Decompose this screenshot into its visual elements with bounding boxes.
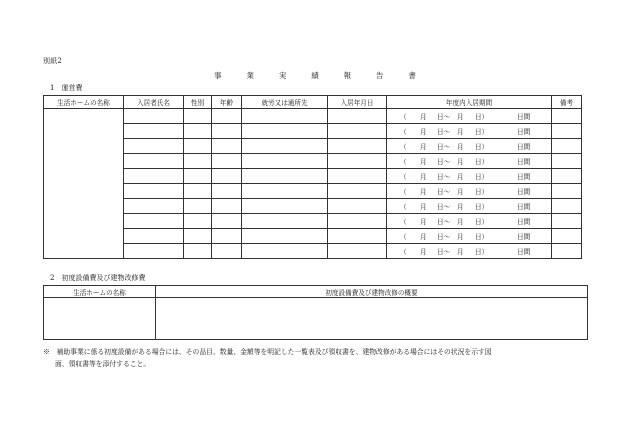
gender-cell[interactable] <box>184 109 212 124</box>
table-row <box>44 124 582 139</box>
resident-name-cell[interactable] <box>124 109 184 124</box>
footnote-line: ※ 補助事業に係る初度設備がある場合には、その品目、数量、金額等を明記した一覧表及び領収書を、建物改修がある場合にはその状況を示す図 <box>43 348 492 356</box>
remarks-cell[interactable] <box>552 229 582 244</box>
title-char: 事 <box>214 71 222 80</box>
period-day2: 日） <box>475 128 489 136</box>
move-in-date-cell[interactable] <box>328 124 387 139</box>
col-age: 年齢 <box>212 96 242 109</box>
resident-name-cell[interactable] <box>124 229 184 244</box>
table-row <box>44 229 582 244</box>
move-in-date-cell[interactable] <box>328 109 387 124</box>
period-cell[interactable] <box>387 109 552 124</box>
title-char: 告 <box>376 71 384 80</box>
remarks-cell[interactable] <box>552 244 582 259</box>
operating-cost-table <box>43 95 582 259</box>
period-days: 日間 <box>517 188 531 196</box>
col-gender: 性別 <box>184 96 212 109</box>
period-month2: 月 <box>457 143 464 151</box>
remarks-cell[interactable] <box>552 139 582 154</box>
age-cell[interactable] <box>212 124 242 139</box>
age-cell[interactable] <box>212 169 242 184</box>
period-days: 日間 <box>517 128 531 136</box>
remarks-cell[interactable] <box>552 184 582 199</box>
period-month1: 月 <box>420 188 427 196</box>
period-day1: 日～ <box>437 143 451 151</box>
remarks-cell[interactable] <box>552 169 582 184</box>
footnote <box>43 346 603 370</box>
resident-name-cell[interactable] <box>124 184 184 199</box>
period-month1: 月 <box>420 128 427 136</box>
workplace-cell[interactable] <box>242 199 328 214</box>
period-day1: 日～ <box>437 113 451 121</box>
section2-heading: 2 初度設備費及び建物改修費 <box>50 274 146 282</box>
period-open: （ <box>400 248 407 256</box>
table-header-row <box>44 96 582 109</box>
period-month1: 月 <box>420 233 427 241</box>
move-in-date-cell[interactable] <box>328 154 387 169</box>
gender-cell[interactable] <box>184 229 212 244</box>
resident-name-cell[interactable] <box>124 244 184 259</box>
section1-heading: 1 運営費 <box>50 84 83 92</box>
title-char: 実 <box>278 71 287 80</box>
table-row <box>44 184 582 199</box>
gender-cell[interactable] <box>184 124 212 139</box>
remarks-cell[interactable] <box>552 154 582 169</box>
age-cell[interactable] <box>212 199 242 214</box>
resident-name-cell[interactable] <box>124 214 184 229</box>
gender-cell[interactable] <box>184 154 212 169</box>
workplace-cell[interactable] <box>242 184 328 199</box>
age-cell[interactable] <box>212 229 242 244</box>
period-day1: 日～ <box>437 173 451 181</box>
period-cell[interactable] <box>387 244 552 259</box>
table-row <box>44 199 582 214</box>
period-month1: 月 <box>420 143 427 151</box>
period-day2: 日） <box>475 233 489 241</box>
workplace-cell[interactable] <box>242 109 328 124</box>
period-day2: 日） <box>475 203 489 211</box>
workplace-cell[interactable] <box>242 229 328 244</box>
table-row <box>44 244 582 259</box>
attachment-label: 別紙2 <box>43 57 63 65</box>
gender-cell[interactable] <box>184 184 212 199</box>
title-char: 績 <box>311 71 319 80</box>
period-days: 日間 <box>517 173 531 181</box>
period-day1: 日～ <box>437 218 451 226</box>
period-day2: 日） <box>475 113 489 121</box>
period-open: （ <box>400 218 407 226</box>
age-cell[interactable] <box>212 139 242 154</box>
period-month2: 月 <box>457 173 464 181</box>
age-cell[interactable] <box>212 214 242 229</box>
period-days: 日間 <box>517 248 531 256</box>
period-day2: 日） <box>475 158 489 166</box>
period-month2: 月 <box>457 248 464 256</box>
age-cell[interactable] <box>212 154 242 169</box>
period-month1: 月 <box>420 113 427 121</box>
period-days: 日間 <box>517 233 531 241</box>
workplace-cell[interactable] <box>242 214 328 229</box>
move-in-date-cell[interactable] <box>328 169 387 184</box>
period-days: 日間 <box>517 203 531 211</box>
col-resident-name: 入居者氏名 <box>124 96 184 109</box>
period-days: 日間 <box>517 158 531 166</box>
period-day2: 日） <box>475 218 489 226</box>
resident-name-cell[interactable] <box>124 139 184 154</box>
period-day1: 日～ <box>437 188 451 196</box>
title-char: 書 <box>408 71 416 80</box>
period-open: （ <box>400 143 407 151</box>
workplace-cell[interactable] <box>242 154 328 169</box>
period-day1: 日～ <box>437 248 451 256</box>
period-open: （ <box>400 113 407 121</box>
remarks-cell[interactable] <box>552 109 582 124</box>
workplace-cell[interactable] <box>242 139 328 154</box>
home-name-cell[interactable] <box>44 298 156 340</box>
col-remarks: 備考 <box>552 96 582 109</box>
period-open: （ <box>400 128 407 136</box>
gender-cell[interactable] <box>184 199 212 214</box>
period-day1: 日～ <box>437 128 451 136</box>
workplace-cell[interactable] <box>242 169 328 184</box>
remarks-cell[interactable] <box>552 199 582 214</box>
col-residence-period: 年度内入居期間 <box>387 96 552 109</box>
home-name-cell[interactable] <box>44 109 124 259</box>
move-in-date-cell[interactable] <box>328 139 387 154</box>
resident-name-cell[interactable] <box>124 154 184 169</box>
period-cell[interactable] <box>387 229 552 244</box>
title-char: 業 <box>246 71 254 80</box>
period-month2: 月 <box>457 128 464 136</box>
period-open: （ <box>400 158 407 166</box>
document-title <box>0 70 630 81</box>
table-row <box>44 154 582 169</box>
age-cell[interactable] <box>212 244 242 259</box>
col-move-in-date: 入居年月日 <box>328 96 387 109</box>
period-day2: 日） <box>475 143 489 151</box>
footnote-line: 面、領収書等を添付すること。 <box>55 360 151 368</box>
col-home-name: 生活ホームの名称 <box>44 286 156 298</box>
gender-cell[interactable] <box>184 139 212 154</box>
period-cell[interactable] <box>387 139 552 154</box>
table-row <box>44 298 588 340</box>
period-day1: 日～ <box>437 203 451 211</box>
period-month2: 月 <box>457 188 464 196</box>
table-row <box>44 139 582 154</box>
table-row <box>44 169 582 184</box>
table-header-row <box>44 286 588 298</box>
move-in-date-cell[interactable] <box>328 199 387 214</box>
period-open: （ <box>400 203 407 211</box>
period-day2: 日） <box>475 188 489 196</box>
period-cell[interactable] <box>387 154 552 169</box>
resident-name-cell[interactable] <box>124 124 184 139</box>
col-overview: 初度設備費及び建物改修の概要 <box>156 286 588 298</box>
period-month2: 月 <box>457 218 464 226</box>
period-day1: 日～ <box>437 233 451 241</box>
period-month1: 月 <box>420 173 427 181</box>
workplace-cell[interactable] <box>242 244 328 259</box>
move-in-date-cell[interactable] <box>328 184 387 199</box>
move-in-date-cell[interactable] <box>328 214 387 229</box>
move-in-date-cell[interactable] <box>328 229 387 244</box>
period-open: （ <box>400 188 407 196</box>
period-day2: 日） <box>475 248 489 256</box>
resident-name-cell[interactable] <box>124 169 184 184</box>
period-month2: 月 <box>457 158 464 166</box>
period-month2: 月 <box>457 233 464 241</box>
period-cell[interactable] <box>387 169 552 184</box>
col-home-name: 生活ホームの名称 <box>44 96 124 109</box>
move-in-date-cell[interactable] <box>328 244 387 259</box>
period-month2: 月 <box>457 203 464 211</box>
period-day1: 日～ <box>437 158 451 166</box>
period-cell[interactable] <box>387 184 552 199</box>
remarks-cell[interactable] <box>552 214 582 229</box>
period-cell[interactable] <box>387 199 552 214</box>
period-days: 日間 <box>517 143 531 151</box>
workplace-cell[interactable] <box>242 124 328 139</box>
table-row <box>44 109 582 124</box>
age-cell[interactable] <box>212 109 242 124</box>
period-month1: 月 <box>420 248 427 256</box>
gender-cell[interactable] <box>184 169 212 184</box>
equipment-renovation-table <box>43 285 588 340</box>
period-month1: 月 <box>420 203 427 211</box>
period-month1: 月 <box>420 218 427 226</box>
period-cell[interactable] <box>387 124 552 139</box>
period-month2: 月 <box>457 113 464 121</box>
period-open: （ <box>400 173 407 181</box>
table-row <box>44 214 582 229</box>
gender-cell[interactable] <box>184 214 212 229</box>
gender-cell[interactable] <box>184 244 212 259</box>
period-month1: 月 <box>420 158 427 166</box>
period-open: （ <box>400 233 407 241</box>
overview-cell[interactable] <box>156 298 588 340</box>
period-cell[interactable] <box>387 214 552 229</box>
period-days: 日間 <box>517 113 531 121</box>
age-cell[interactable] <box>212 184 242 199</box>
resident-name-cell[interactable] <box>124 199 184 214</box>
period-days: 日間 <box>517 218 531 226</box>
remarks-cell[interactable] <box>552 124 582 139</box>
period-day2: 日） <box>475 173 489 181</box>
title-char: 報 <box>343 71 352 80</box>
col-workplace: 就労又は通所先 <box>242 96 328 109</box>
